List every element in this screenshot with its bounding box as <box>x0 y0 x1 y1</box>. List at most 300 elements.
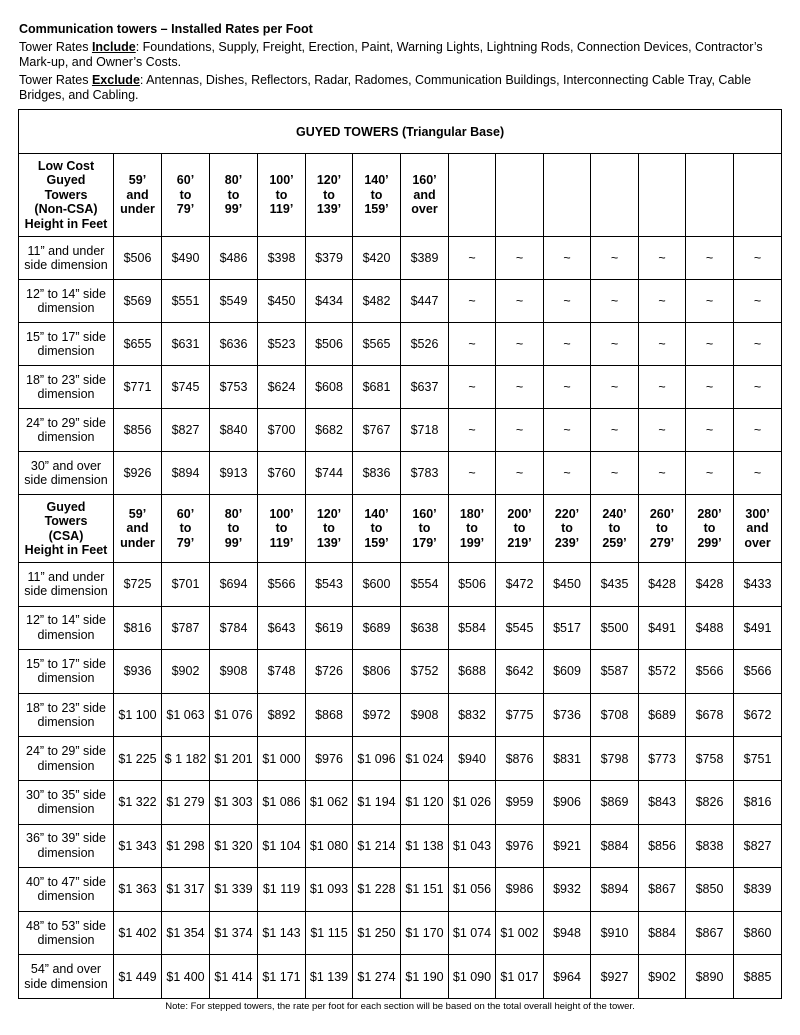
rate-cell: $1 279 <box>162 780 210 824</box>
rate-cell: $678 <box>686 693 734 737</box>
rate-cell: $1 343 <box>114 824 162 868</box>
rate-cell: $428 <box>639 563 686 607</box>
rate-cell: ~ <box>686 409 734 452</box>
rate-cell: ~ <box>591 237 639 280</box>
document-title: Communication towers – Installed Rates per Foot <box>19 22 313 36</box>
rate-cell: ~ <box>686 237 734 280</box>
rate-cell: $940 <box>449 737 496 781</box>
rate-cell: $1 214 <box>353 824 401 868</box>
row-label: 30” to 35” side dimension <box>19 780 114 824</box>
row-label: 48” to 53” side dimension <box>19 911 114 955</box>
column-header: 280’ to 299’ <box>686 495 734 563</box>
table-row <box>19 323 782 366</box>
rate-cell: $688 <box>449 650 496 694</box>
rate-cell: $434 <box>306 280 353 323</box>
rate-cell: ~ <box>686 452 734 495</box>
rate-cell: $398 <box>258 237 306 280</box>
rate-cell: $643 <box>258 606 306 650</box>
rate-cell: $725 <box>114 563 162 607</box>
row-label: 15” to 17” side dimension <box>19 650 114 694</box>
column-header <box>686 154 734 237</box>
rate-cell: $689 <box>353 606 401 650</box>
row-label: 18” to 23” side dimension <box>19 366 114 409</box>
rate-cell: $1 190 <box>401 955 449 999</box>
table-row <box>19 606 782 650</box>
row-label: 15” to 17” side dimension <box>19 323 114 366</box>
rate-cell: ~ <box>639 409 686 452</box>
rate-cell: $908 <box>401 693 449 737</box>
rate-cell: ~ <box>544 366 591 409</box>
rate-cell: $1 096 <box>353 737 401 781</box>
rate-cell: ~ <box>734 237 782 280</box>
rate-cell: $850 <box>686 868 734 912</box>
rate-cell: $631 <box>162 323 210 366</box>
rate-cell: ~ <box>496 280 544 323</box>
exclude-text: : Antennas, Dishes, Reflectors, Radar, Radomes, Communication Buildings, Interconnecting Cable Tray, Cable Bridges, and Cabling. <box>19 73 752 102</box>
rate-cell: ~ <box>591 323 639 366</box>
rate-cell: ~ <box>544 452 591 495</box>
rate-cell: $926 <box>114 452 162 495</box>
rate-cell: $1 143 <box>258 911 306 955</box>
rate-cell: $892 <box>258 693 306 737</box>
rate-cell: $566 <box>734 650 782 694</box>
table-row <box>19 280 782 323</box>
rate-cell: $831 <box>544 737 591 781</box>
table-title: GUYED TOWERS (Triangular Base) <box>19 110 782 154</box>
row-label: 40” to 47” side dimension <box>19 868 114 912</box>
rate-cell: $1 363 <box>114 868 162 912</box>
column-header: 59’ and under <box>114 495 162 563</box>
row-label: 12” to 14” side dimension <box>19 280 114 323</box>
exclude-line <box>19 73 789 103</box>
rate-cell: $523 <box>258 323 306 366</box>
table-row <box>19 409 782 452</box>
rate-cell: $488 <box>686 606 734 650</box>
rate-cell: $420 <box>353 237 401 280</box>
rate-cell: $1 056 <box>449 868 496 912</box>
rate-cell: $921 <box>544 824 591 868</box>
rate-cell: $1 298 <box>162 824 210 868</box>
column-header <box>734 154 782 237</box>
rate-cell: $913 <box>210 452 258 495</box>
rate-cell: $447 <box>401 280 449 323</box>
rate-cell: ~ <box>591 366 639 409</box>
rate-cell: ~ <box>639 280 686 323</box>
include-prefix: Tower Rates <box>19 40 92 54</box>
column-header: 60’ to 79’ <box>162 495 210 563</box>
rate-cell: $894 <box>591 868 639 912</box>
rate-cell: $876 <box>496 737 544 781</box>
row-label: 18” to 23” side dimension <box>19 693 114 737</box>
rate-cell: ~ <box>496 237 544 280</box>
rate-cell: $773 <box>639 737 686 781</box>
column-header: 160’ to 179’ <box>401 495 449 563</box>
rate-cell: $526 <box>401 323 449 366</box>
rate-cell: ~ <box>686 280 734 323</box>
rate-cell: $816 <box>734 780 782 824</box>
rate-cell: ~ <box>686 366 734 409</box>
rate-cell: $433 <box>734 563 782 607</box>
footnote: Note: For stepped towers, the rate per foot for each section will be based on the total overall height of the tower. <box>165 1001 635 1012</box>
row-label: 36” to 39” side dimension <box>19 824 114 868</box>
rate-cell: $1 414 <box>210 955 258 999</box>
rate-cell: $554 <box>401 563 449 607</box>
rate-cell: $1 000 <box>258 737 306 781</box>
column-header <box>591 154 639 237</box>
row-label: 30” and over side dimension <box>19 452 114 495</box>
rate-cell: $718 <box>401 409 449 452</box>
rate-cell: $587 <box>591 650 639 694</box>
rate-cell: ~ <box>686 323 734 366</box>
rate-cell: $1 250 <box>353 911 401 955</box>
rate-cell: $506 <box>114 237 162 280</box>
rate-cell: $826 <box>686 780 734 824</box>
rate-cell: $843 <box>639 780 686 824</box>
rate-cell: $543 <box>306 563 353 607</box>
rate-cell: ~ <box>591 409 639 452</box>
rate-cell: $1 062 <box>306 780 353 824</box>
rate-cell: $1 303 <box>210 780 258 824</box>
rate-cell: $1 076 <box>210 693 258 737</box>
rate-cell: ~ <box>544 237 591 280</box>
rate-cell: $927 <box>591 955 639 999</box>
rate-cell: $948 <box>544 911 591 955</box>
table-row <box>19 563 782 607</box>
rate-cell: ~ <box>496 366 544 409</box>
rate-cell: $681 <box>353 366 401 409</box>
column-header: 260’ to 279’ <box>639 495 686 563</box>
non-csa-header-row <box>19 154 782 237</box>
rate-cell: $1 074 <box>449 911 496 955</box>
rate-cell: $1 354 <box>162 911 210 955</box>
rate-cell: $491 <box>734 606 782 650</box>
rate-cell: ~ <box>639 323 686 366</box>
rates-table <box>18 109 782 999</box>
rate-cell: $1 026 <box>449 780 496 824</box>
rate-cell: $884 <box>591 824 639 868</box>
rate-cell: $491 <box>639 606 686 650</box>
row-label: 12” to 14” side dimension <box>19 606 114 650</box>
rate-cell: ~ <box>449 237 496 280</box>
rate-cell: ~ <box>496 323 544 366</box>
column-header: 100’ to 119’ <box>258 154 306 237</box>
rate-cell: $884 <box>639 911 686 955</box>
rate-cell: $736 <box>544 693 591 737</box>
rate-cell: $1 339 <box>210 868 258 912</box>
rate-cell: $748 <box>258 650 306 694</box>
rate-cell: ~ <box>544 409 591 452</box>
rate-cell: $672 <box>734 693 782 737</box>
column-header: 120’ to 139’ <box>306 154 353 237</box>
column-header: 59’ and under <box>114 154 162 237</box>
rate-cell: $932 <box>544 868 591 912</box>
rate-cell: $758 <box>686 737 734 781</box>
table-row <box>19 911 782 955</box>
column-header <box>496 154 544 237</box>
table-row <box>19 780 782 824</box>
rate-cell: $1 201 <box>210 737 258 781</box>
rate-cell: $839 <box>734 868 782 912</box>
rate-cell: $609 <box>544 650 591 694</box>
rate-cell: $959 <box>496 780 544 824</box>
rate-cell: $1 170 <box>401 911 449 955</box>
rate-cell: $906 <box>544 780 591 824</box>
rate-cell: $450 <box>544 563 591 607</box>
row-label: 54” and over side dimension <box>19 955 114 999</box>
rate-cell: $1 317 <box>162 868 210 912</box>
rate-cell: $1 320 <box>210 824 258 868</box>
rate-cell: $701 <box>162 563 210 607</box>
rate-cell: ~ <box>544 280 591 323</box>
rate-cell: $1 400 <box>162 955 210 999</box>
rate-cell: ~ <box>639 452 686 495</box>
rate-cell: $745 <box>162 366 210 409</box>
rate-cell: $708 <box>591 693 639 737</box>
rate-cell: $806 <box>353 650 401 694</box>
rate-cell: $784 <box>210 606 258 650</box>
rate-cell: $976 <box>306 737 353 781</box>
rate-cell: $1 104 <box>258 824 306 868</box>
rate-cell: $1 100 <box>114 693 162 737</box>
column-header <box>544 154 591 237</box>
rate-cell: $856 <box>114 409 162 452</box>
rate-cell: ~ <box>449 323 496 366</box>
table-row <box>19 452 782 495</box>
csa-height-label: Guyed Towers (CSA) Height in Feet <box>19 495 114 563</box>
rate-cell: $1 171 <box>258 955 306 999</box>
row-label: 11” and under side dimension <box>19 237 114 280</box>
rate-cell: $1 043 <box>449 824 496 868</box>
rate-cell: ~ <box>639 237 686 280</box>
rate-cell: $972 <box>353 693 401 737</box>
rate-cell: $986 <box>496 868 544 912</box>
rate-cell: $450 <box>258 280 306 323</box>
rate-cell: $624 <box>258 366 306 409</box>
column-header <box>639 154 686 237</box>
rate-cell: $1 402 <box>114 911 162 955</box>
row-label: 24” to 29” side dimension <box>19 737 114 781</box>
rate-cell: $517 <box>544 606 591 650</box>
rate-cell: $506 <box>449 563 496 607</box>
rate-cell: $787 <box>162 606 210 650</box>
rate-cell: $379 <box>306 237 353 280</box>
column-header: 220’ to 239’ <box>544 495 591 563</box>
rate-cell: $1 139 <box>306 955 353 999</box>
rate-cell: $1 228 <box>353 868 401 912</box>
rate-cell: $726 <box>306 650 353 694</box>
rate-cell: $1 119 <box>258 868 306 912</box>
column-header: 160’ and over <box>401 154 449 237</box>
rate-cell: $435 <box>591 563 639 607</box>
column-header: 80’ to 99’ <box>210 495 258 563</box>
rate-cell: ~ <box>734 452 782 495</box>
rate-cell: $1 120 <box>401 780 449 824</box>
column-header: 300’ and over <box>734 495 782 563</box>
include-line <box>19 40 789 70</box>
exclude-prefix: Tower Rates <box>19 73 92 87</box>
include-text: : Foundations, Supply, Freight, Erection, Paint, Warning Lights, Lightning Rods, Connection Devices, Contractor’s Mark-up, and Owner’s Costs. <box>19 40 763 69</box>
rate-cell: $856 <box>639 824 686 868</box>
rate-cell: $890 <box>686 955 734 999</box>
rate-cell: ~ <box>734 366 782 409</box>
rate-cell: $655 <box>114 323 162 366</box>
rate-cell: $1 093 <box>306 868 353 912</box>
table-row <box>19 955 782 999</box>
rate-cell: $836 <box>353 452 401 495</box>
rate-cell: $910 <box>591 911 639 955</box>
rate-cell: $472 <box>496 563 544 607</box>
rate-cell: $1 090 <box>449 955 496 999</box>
column-header: 120’ to 139’ <box>306 495 353 563</box>
rate-cell: ~ <box>591 452 639 495</box>
table-row <box>19 868 782 912</box>
rate-cell: $827 <box>734 824 782 868</box>
rate-cell: $549 <box>210 280 258 323</box>
rate-cell: $619 <box>306 606 353 650</box>
rate-cell: $902 <box>162 650 210 694</box>
rate-cell: $551 <box>162 280 210 323</box>
rate-cell: $1 374 <box>210 911 258 955</box>
rate-cell: $869 <box>591 780 639 824</box>
rate-cell: $482 <box>353 280 401 323</box>
rate-cell: $860 <box>734 911 782 955</box>
rate-cell: $798 <box>591 737 639 781</box>
rate-cell: $1 017 <box>496 955 544 999</box>
rate-cell: ~ <box>639 366 686 409</box>
rate-cell: ~ <box>449 452 496 495</box>
rate-cell: $566 <box>258 563 306 607</box>
rate-cell: $584 <box>449 606 496 650</box>
csa-header-row <box>19 495 782 563</box>
rate-cell: ~ <box>734 323 782 366</box>
rate-cell: $636 <box>210 323 258 366</box>
table-row <box>19 237 782 280</box>
document-header <box>19 22 789 106</box>
rate-cell: $936 <box>114 650 162 694</box>
rate-cell: $689 <box>639 693 686 737</box>
rate-cell: $1 151 <box>401 868 449 912</box>
column-header: 80’ to 99’ <box>210 154 258 237</box>
rate-cell: $682 <box>306 409 353 452</box>
table-row <box>19 824 782 868</box>
rate-cell: $816 <box>114 606 162 650</box>
rate-cell: $700 <box>258 409 306 452</box>
rate-cell: $867 <box>686 911 734 955</box>
column-header: 140’ to 159’ <box>353 154 401 237</box>
rate-cell: $694 <box>210 563 258 607</box>
rate-cell: $840 <box>210 409 258 452</box>
rate-cell: $760 <box>258 452 306 495</box>
rate-cell: $838 <box>686 824 734 868</box>
row-label: 24” to 29” side dimension <box>19 409 114 452</box>
rate-cell: $608 <box>306 366 353 409</box>
rate-cell: $1 115 <box>306 911 353 955</box>
row-label: 11” and under side dimension <box>19 563 114 607</box>
column-header: 100’ to 119’ <box>258 495 306 563</box>
rate-cell: $908 <box>210 650 258 694</box>
rate-cell: $569 <box>114 280 162 323</box>
rate-cell: ~ <box>734 280 782 323</box>
rate-cell: $1 002 <box>496 911 544 955</box>
column-header: 140’ to 159’ <box>353 495 401 563</box>
rate-cell: $1 225 <box>114 737 162 781</box>
rate-cell: $566 <box>686 650 734 694</box>
rate-cell: $775 <box>496 693 544 737</box>
rate-cell: $572 <box>639 650 686 694</box>
rate-cell: $1 322 <box>114 780 162 824</box>
rate-cell: $832 <box>449 693 496 737</box>
rate-cell: ~ <box>449 366 496 409</box>
rate-cell: $1 274 <box>353 955 401 999</box>
column-header: 180’ to 199’ <box>449 495 496 563</box>
table-row <box>19 693 782 737</box>
table-row <box>19 650 782 694</box>
rate-cell: $767 <box>353 409 401 452</box>
rate-cell: $783 <box>401 452 449 495</box>
rate-cell: $744 <box>306 452 353 495</box>
rate-cell: $1 449 <box>114 955 162 999</box>
rate-cell: $1 080 <box>306 824 353 868</box>
column-header: 60’ to 79’ <box>162 154 210 237</box>
include-keyword: Include <box>91 40 136 54</box>
rate-cell: ~ <box>591 280 639 323</box>
column-header: 200’ to 219’ <box>496 495 544 563</box>
table-row <box>19 366 782 409</box>
exclude-keyword: Exclude <box>91 73 140 87</box>
rate-cell: $902 <box>639 955 686 999</box>
rate-cell: $486 <box>210 237 258 280</box>
rate-cell: $500 <box>591 606 639 650</box>
rate-cell: $389 <box>401 237 449 280</box>
rate-cell: $752 <box>401 650 449 694</box>
rate-cell: $1 024 <box>401 737 449 781</box>
rate-cell: $428 <box>686 563 734 607</box>
rate-cell: ~ <box>544 323 591 366</box>
non-csa-height-label: Low Cost Guyed Towers (Non-CSA) Height in Feet <box>19 154 114 237</box>
rate-cell: $506 <box>306 323 353 366</box>
rate-cell: ~ <box>496 452 544 495</box>
rate-cell: $867 <box>639 868 686 912</box>
rate-cell: ~ <box>449 280 496 323</box>
rate-cell: $1 086 <box>258 780 306 824</box>
rate-cell: $868 <box>306 693 353 737</box>
rate-cell: $565 <box>353 323 401 366</box>
rate-cell: $1 194 <box>353 780 401 824</box>
rate-cell: $600 <box>353 563 401 607</box>
rate-cell: $751 <box>734 737 782 781</box>
rate-cell: ~ <box>734 409 782 452</box>
column-header: 240’ to 259’ <box>591 495 639 563</box>
rate-cell: ~ <box>449 409 496 452</box>
rate-cell: $ 1 182 <box>162 737 210 781</box>
column-header <box>449 154 496 237</box>
rate-cell: $894 <box>162 452 210 495</box>
rate-cell: $885 <box>734 955 782 999</box>
rate-cell: $753 <box>210 366 258 409</box>
rate-cell: ~ <box>496 409 544 452</box>
rate-cell: $964 <box>544 955 591 999</box>
rate-cell: $976 <box>496 824 544 868</box>
rate-cell: $490 <box>162 237 210 280</box>
rate-cell: $771 <box>114 366 162 409</box>
rate-cell: $638 <box>401 606 449 650</box>
rate-cell: $637 <box>401 366 449 409</box>
rate-cell: $1 138 <box>401 824 449 868</box>
rate-cell: $827 <box>162 409 210 452</box>
rate-cell: $545 <box>496 606 544 650</box>
rate-cell: $1 063 <box>162 693 210 737</box>
table-row <box>19 737 782 781</box>
